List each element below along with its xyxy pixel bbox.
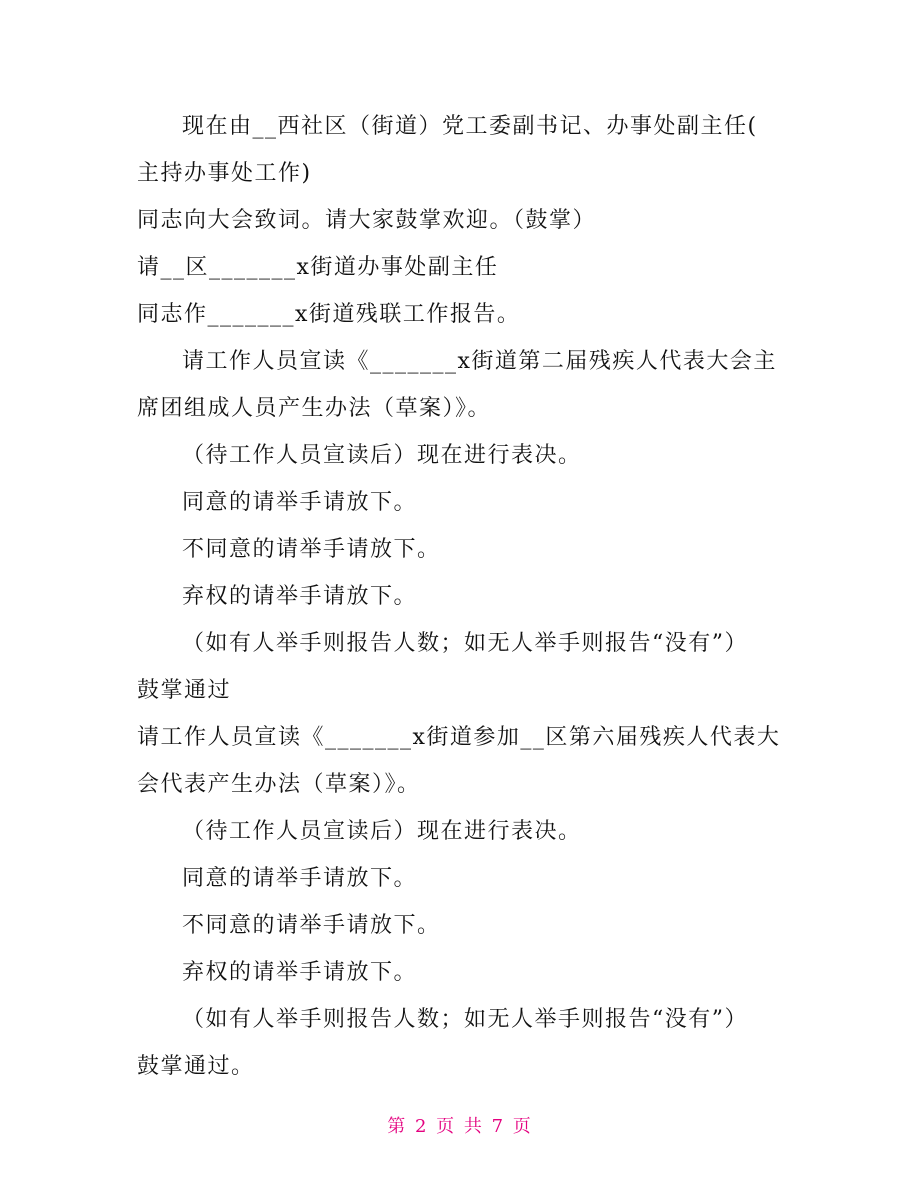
paragraph-line: 同意的请举手请放下。 xyxy=(182,866,418,891)
document-body xyxy=(137,103,787,1090)
paragraph-line: 同志向大会致词。请大家鼓掌欢迎。（鼓掌） xyxy=(137,208,597,233)
paragraph-line: 请工作人员宣读《_______x街道第二届残疾人代表大会主 xyxy=(182,349,777,374)
paragraph-line: （待工作人员宣读后）现在进行表决。 xyxy=(182,443,582,468)
paragraph-line: 会代表产生办法（草案）》。 xyxy=(137,772,421,797)
paragraph-line: （待工作人员宣读后）现在进行表决。 xyxy=(182,819,582,844)
paragraph-line: 现在由__西社区（街道）党工委副书记、办事处副主任( xyxy=(182,114,758,139)
paragraph-line: 鼓掌通过 xyxy=(137,678,232,703)
paragraph-line: 不同意的请举手请放下。 xyxy=(182,913,441,938)
paragraph-line: 弃权的请举手请放下。 xyxy=(182,960,418,985)
paragraph-line: 鼓掌通过。 xyxy=(137,1054,255,1079)
paragraph-line: 请工作人员宣读《_______x街道参加__区第六届残疾人代表大 xyxy=(137,725,781,750)
paragraph-line: 同志作_______x街道残联工作报告。 xyxy=(137,302,521,327)
paragraph-line: 不同意的请举手请放下。 xyxy=(182,537,441,562)
page-number-footer: 第 2 页 共 7 页 xyxy=(387,1116,533,1137)
paragraph-line: （如有人举手则报告人数；如无人举手则报告“没有”） xyxy=(182,1007,748,1032)
paragraph-line: 弃权的请举手请放下。 xyxy=(182,584,418,609)
paragraph-line: 主持办事处工作) xyxy=(137,161,312,186)
paragraph-line: 请__区_______x街道办事处副主任 xyxy=(137,255,499,280)
paragraph-line: 席团组成人员产生办法（草案）》。 xyxy=(137,396,492,421)
paragraph-line: 同意的请举手请放下。 xyxy=(182,490,418,515)
paragraph-line: （如有人举手则报告人数；如无人举手则报告“没有”） xyxy=(182,631,748,656)
